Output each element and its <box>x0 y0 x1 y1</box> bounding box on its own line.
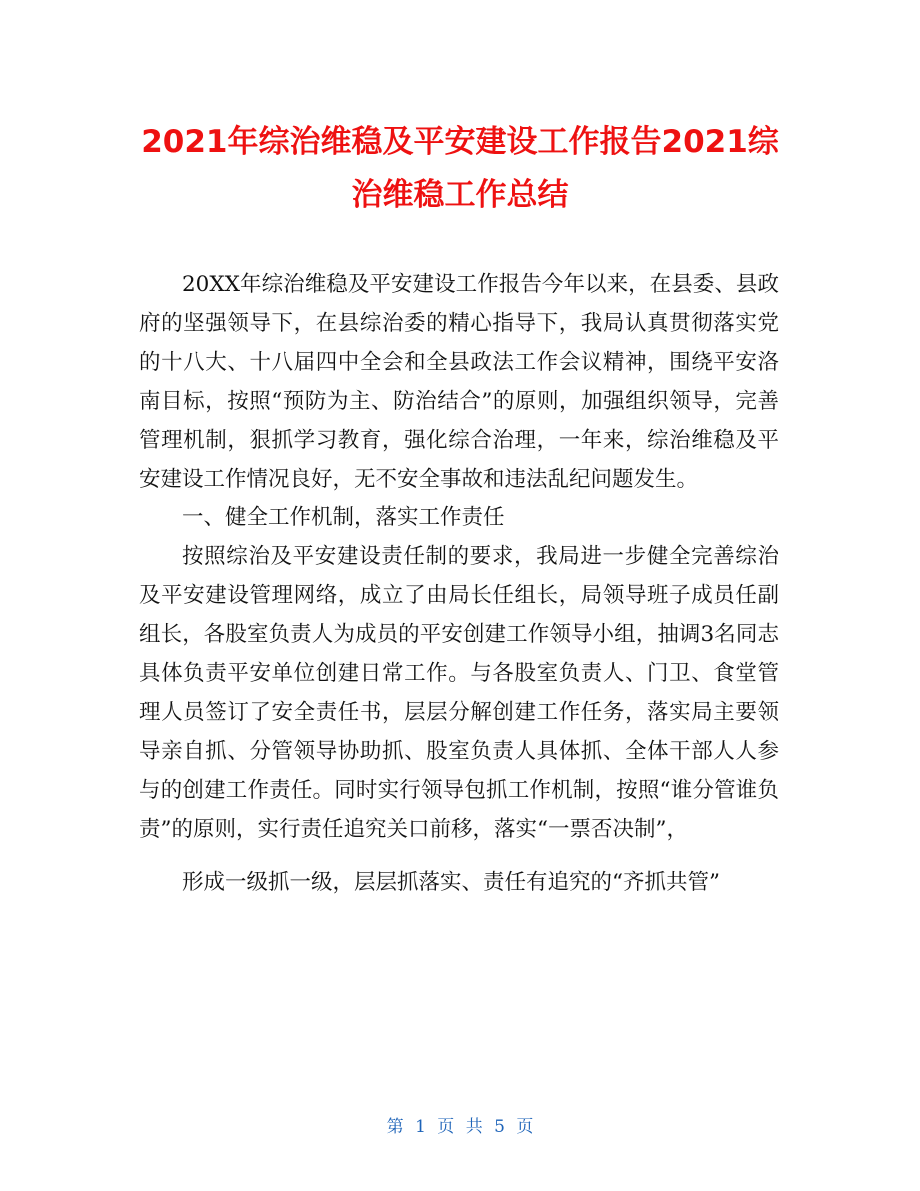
page-footer: 第 1 页 共 5 页 <box>386 1117 534 1137</box>
paragraph-mechanism: 按照综治及平安建设责任制的要求，我局进一步健全完善综治及平安建设管理网络，成立了由局长任组长，局领导班子成员任副组长，各股室负责人为成员的平安创建工作领导小组，抽调3名同志具体负责平安单位创建日常工作。与各股室负责人、门卫、食堂管理人员签订了安全责任书，层层分解创建工作任务，落实局主要领导亲自抓、分管领导协助抓、股室负责人具体抓、全体干部人人参与的创建工作责任。同时实行领导包抓工作机制，按照“谁分管谁负责”的原则，实行责任追究关口前移，落实“一票否决制”， <box>139 544 779 842</box>
paragraph-intro: 20XX年综治维稳及平安建设工作报告今年以来，在县委、县政府的坚强领导下，在县综治委的精心指导下，我局认真贯彻落实党的十八大、十八届四中全会和全县政法工作会议精神，围绕平安洛南目标，按照“预防为主、防治结合”的原则，加强组织领导，完善管理机制，狠抓学习教育，强化综合治理，一年来，综治维稳及平安建设工作情况良好，无不安全事故和违法乱纪问题发生。 <box>139 272 779 492</box>
paragraph-continuation: 形成一级抓一级，层层抓落实、责任有追究的“齐抓共管” <box>182 869 720 895</box>
document-title: 2021年综治维稳及平安建设工作报告2021综治维稳工作总结 <box>141 124 779 213</box>
document-body <box>139 266 779 903</box>
section-heading: 一、健全工作机制，落实工作责任 <box>182 505 505 531</box>
